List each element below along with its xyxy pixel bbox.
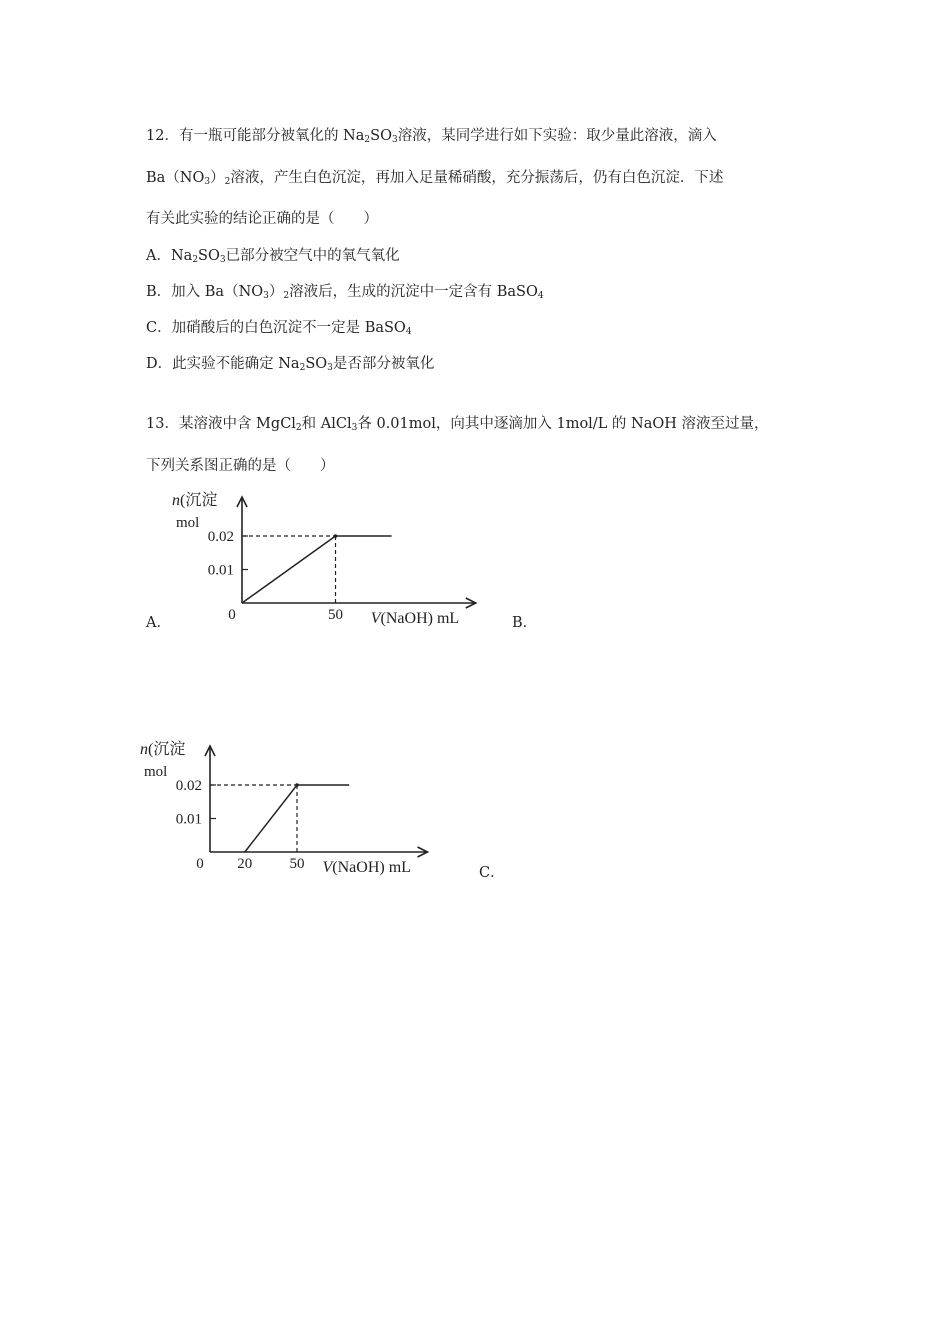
y-axis-var: n	[172, 492, 180, 509]
x-axis-label	[371, 610, 459, 627]
y-tick-label: 0.01	[207, 562, 234, 579]
q13-stem-line2: 下列关系图正确的是（ ）	[146, 458, 335, 474]
q13-option-b-tag[interactable]: B．	[512, 615, 538, 631]
x-tick-label: 20	[237, 856, 253, 872]
q13-option-a-tag[interactable]: A．	[146, 615, 171, 631]
x-axis-text: (NaOH) mL	[380, 610, 460, 627]
y-axis-unit: mol	[144, 764, 168, 780]
x-tick-label: 50	[289, 856, 305, 872]
q12-option-c[interactable]: C．加硝酸后的白色沉淀不一定是 BaSO$_4$	[146, 320, 412, 337]
origin-label: 0	[196, 856, 204, 872]
series-point	[334, 534, 338, 538]
q12-stem-line3: 有关此实验的结论正确的是（ ）	[146, 211, 378, 227]
q13-chart-a	[160, 485, 510, 625]
q12-option-b[interactable]: B．加入 $Ba(NO_3)_2$溶液后，生成的沉淀中一定含有 BaSO$_4$	[146, 284, 544, 301]
y-tick-label: 0.02	[207, 529, 234, 545]
q12-stem-line1: 12．有一瓶可能部分被氧化的 $Na_2SO_3$溶液，某同学进行如下实验：取少量此溶液，滴入	[146, 128, 717, 145]
q13-chart-b	[140, 734, 480, 874]
series-line	[242, 536, 392, 603]
q12-stem-line2: $Ba(NO_3)_2$溶液，产生白色沉淀，再加入足量稀硝酸，充分振荡后，仍有白色沉淀．下述	[146, 170, 724, 187]
q12-option-a[interactable]: A．$Na_2SO_3$已部分被空气中的氧气氧化	[146, 248, 400, 265]
x-axis-label	[323, 859, 411, 876]
q13-stem-line1: 13．某溶液中含 MgCl$_2$和 AlCl$_3$各 0.01mol，向其中逐滴加入 1mol/L 的 NaOH 溶液至过量，	[146, 416, 769, 433]
y-axis-var: n	[140, 741, 148, 758]
x-axis-var: V	[322, 859, 333, 876]
y-axis-text: (沉淀	[148, 741, 186, 758]
x-axis-text: (NaOH) mL	[332, 859, 411, 876]
y-axis-label	[140, 740, 185, 758]
y-tick-label: 0.02	[175, 778, 202, 794]
series-point	[295, 783, 299, 787]
y-axis-label	[172, 491, 217, 509]
y-axis-unit: mol	[176, 515, 200, 531]
origin-label: 0	[228, 607, 236, 623]
x-axis-var: V	[370, 610, 381, 627]
y-tick-label: 0.01	[175, 811, 202, 828]
y-axis-text: (沉淀	[180, 492, 218, 509]
q13-option-c-tag[interactable]: C．	[479, 865, 505, 881]
q12-option-d[interactable]: D．此实验不能确定 $Na_2SO_3$是否部分被氧化	[146, 356, 435, 373]
x-tick-label: 50	[328, 607, 343, 623]
